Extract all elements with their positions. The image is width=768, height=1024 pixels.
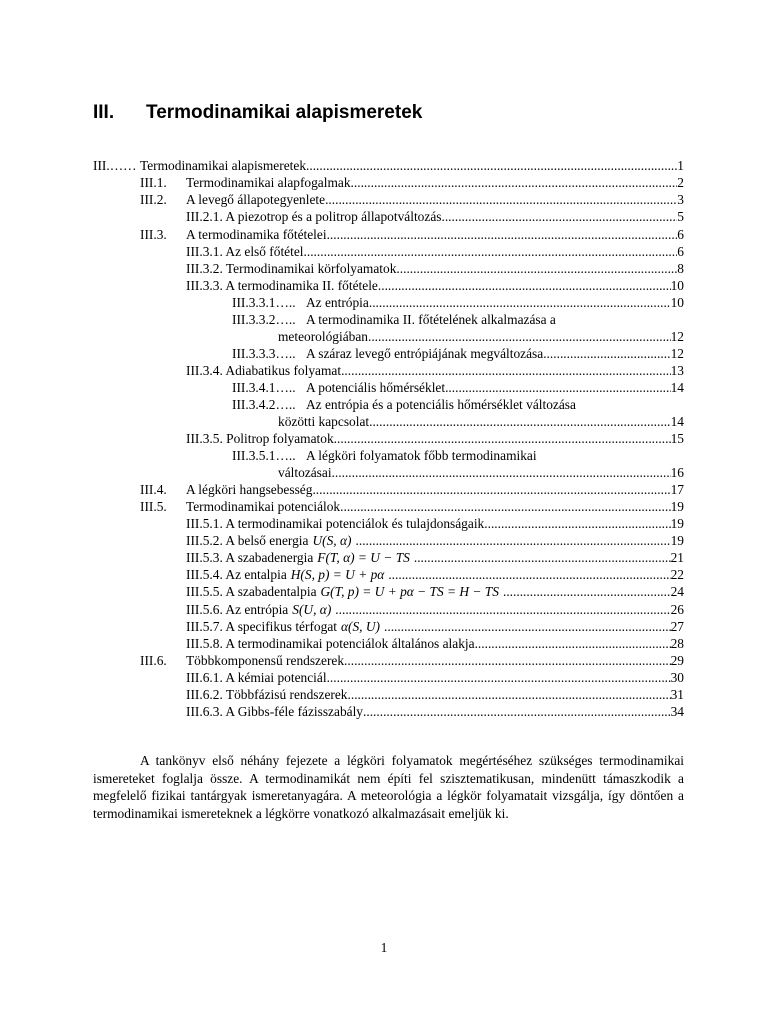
toc-entry bbox=[0, 226, 768, 243]
toc-entry-title: III.3.3. A termodinamika II. főtétele bbox=[186, 278, 378, 293]
toc-entry bbox=[0, 566, 768, 583]
toc-entry bbox=[0, 532, 768, 549]
toc-leader-dots bbox=[445, 379, 671, 396]
toc-entry-formula: S(U, α) bbox=[292, 602, 332, 617]
toc-entry-title: A száraz levegő entrópiájának megváltozása bbox=[306, 346, 544, 361]
toc-entry-number: III.3.4.1….. bbox=[232, 380, 296, 395]
page-number: 1 bbox=[380, 940, 388, 955]
toc-entry-title: Termodinamikai potenciálok bbox=[186, 499, 341, 514]
toc-entry-page: 30 bbox=[670, 670, 684, 685]
toc-entry bbox=[0, 686, 768, 703]
toc-entry bbox=[0, 447, 768, 464]
toc-leader-dots bbox=[348, 686, 671, 703]
toc-leader-dots bbox=[304, 243, 678, 260]
toc-entry-number: III.4. bbox=[140, 482, 167, 497]
toc-entry-title: közötti kapcsolat bbox=[278, 414, 370, 429]
toc-entry bbox=[0, 208, 768, 225]
toc-leader-dots bbox=[363, 703, 671, 720]
intro-paragraph: A tankönyv első néhány fejezete a légköri folyamatok megértéséhez szükséges termodinamikai ismereteket foglalja össze. A termodinamikát nem építi fel szisztematikusan, mindenütt támaszkodik a megfelelő fizikai tantárgyak ismeretanyagára. A meteorológia a légkör folyamatait vizsgálja, így döntően a termodinamikai ismereteknek a légkörre vonatkozó alkalmazásait emeljük ki. bbox=[93, 753, 684, 821]
toc-entry-page: 6 bbox=[677, 227, 684, 242]
toc-entry-page: 26 bbox=[670, 602, 684, 617]
toc-entry-page: 14 bbox=[670, 414, 684, 429]
toc-entry bbox=[0, 345, 768, 362]
toc-leader-dots bbox=[335, 601, 670, 618]
toc-entry-title: III.5.6. Az entrópia bbox=[186, 602, 289, 617]
toc-entry-page: 17 bbox=[670, 482, 684, 497]
toc-entry-title: III.5.4. Az entalpia bbox=[186, 567, 287, 582]
toc-entry-page: 1 bbox=[677, 158, 684, 173]
toc-entry bbox=[0, 174, 768, 191]
toc-entry-page: 15 bbox=[670, 431, 684, 446]
toc-entry bbox=[0, 243, 768, 260]
toc-entry-page: 22 bbox=[670, 567, 684, 582]
toc-entry-title: III.3.1. Az első főtétel bbox=[186, 244, 304, 259]
toc-leader-dots bbox=[484, 515, 670, 532]
toc-entry bbox=[0, 635, 768, 652]
toc-entry-number: III.3. bbox=[140, 227, 167, 242]
toc-leader-dots bbox=[414, 549, 671, 566]
toc-entry-number: III.3.3.2….. bbox=[232, 312, 296, 327]
toc-entry-title: III.5.7. A specifikus térfogat bbox=[186, 619, 337, 634]
toc-entry bbox=[0, 498, 768, 515]
toc-leader-dots bbox=[369, 413, 671, 430]
toc-leader-dots bbox=[396, 260, 677, 277]
toc-entry-title: A termodinamika II. főtételének alkalmazása a bbox=[306, 312, 556, 327]
toc-leader-dots bbox=[351, 174, 678, 191]
toc-entry bbox=[0, 549, 768, 566]
toc-entry-title: III.2.1. A piezotrop és a politrop állapotváltozás bbox=[186, 209, 442, 224]
toc-entry-number: III.5. bbox=[140, 499, 167, 514]
toc-entry-page: 28 bbox=[670, 636, 684, 651]
toc-entry-title: Az entrópia bbox=[306, 295, 369, 310]
toc-entry-page: 24 bbox=[670, 584, 684, 599]
toc-entry bbox=[0, 260, 768, 277]
toc-entry-title: Többkomponensű rendszerek bbox=[186, 653, 345, 668]
toc-leader-dots bbox=[327, 226, 678, 243]
toc-entry-page: 14 bbox=[670, 380, 684, 395]
toc-entry-title: Az entrópia és a potenciális hőmérséklet változása bbox=[306, 397, 576, 412]
toc-entry-page: 3 bbox=[677, 192, 684, 207]
toc-entry-title: III.5.2. A belső energia bbox=[186, 533, 309, 548]
toc-entry bbox=[0, 481, 768, 498]
toc-entry bbox=[0, 379, 768, 396]
toc-entry-page: 10 bbox=[670, 278, 684, 293]
toc-entry-formula: G(T, p) = U + pα − TS = H − TS bbox=[320, 584, 499, 599]
toc-entry-page: 6 bbox=[677, 244, 684, 259]
toc-entry bbox=[0, 669, 768, 686]
toc-entry bbox=[0, 618, 768, 635]
toc-entry-title: III.3.4. Adiabatikus folyamat bbox=[186, 363, 342, 378]
toc-entry-title: III.6.2. Többfázisú rendszerek bbox=[186, 687, 348, 702]
toc-entry-number: III.3.4.2….. bbox=[232, 397, 296, 412]
toc-entry-page: 21 bbox=[670, 550, 684, 565]
toc-leader-dots bbox=[341, 362, 671, 379]
toc-entry bbox=[0, 191, 768, 208]
page-title bbox=[93, 100, 422, 126]
toc-entry bbox=[0, 362, 768, 379]
chapter-number: III. bbox=[93, 102, 115, 123]
toc-entry bbox=[0, 328, 768, 345]
toc-entry-title: Termodinamikai alapismeretek bbox=[140, 158, 307, 173]
toc-entry-page: 19 bbox=[670, 499, 684, 514]
toc-leader-dots bbox=[503, 583, 671, 600]
toc-entry-page: 19 bbox=[670, 516, 684, 531]
toc-leader-dots bbox=[306, 157, 677, 174]
toc-entry-page: 12 bbox=[670, 329, 684, 344]
toc-entry bbox=[0, 601, 768, 618]
toc-entry-page: 12 bbox=[670, 346, 684, 361]
toc-entry-page: 27 bbox=[670, 619, 684, 634]
toc-entry bbox=[0, 703, 768, 720]
toc-leader-dots bbox=[388, 566, 670, 583]
toc-entry-page: 19 bbox=[670, 533, 684, 548]
toc-leader-dots bbox=[384, 618, 671, 635]
toc-leader-dots bbox=[369, 294, 671, 311]
toc-entry-page: 2 bbox=[677, 175, 684, 190]
toc-entry-title: A légköri folyamatok főbb termodinamikai bbox=[306, 448, 537, 463]
toc-entry bbox=[0, 430, 768, 447]
toc-entry-number: III.3.5.1….. bbox=[232, 448, 296, 463]
toc-entry-page: 10 bbox=[670, 295, 684, 310]
toc-entry-formula: F(T, α) = U − TS bbox=[317, 550, 410, 565]
toc-entry-title: III.5.1. A termodinamikai potenciálok és tulajdonságaik bbox=[186, 516, 485, 531]
toc-entry-number: III.2. bbox=[140, 192, 167, 207]
toc-entry-title: III.5.8. A termodinamikai potenciálok általános alakja bbox=[186, 636, 475, 651]
toc-entry-title: A potenciális hőmérséklet bbox=[306, 380, 446, 395]
toc-entry-title: III.3.5. Politrop folyamatok bbox=[186, 431, 334, 446]
toc-entry bbox=[0, 396, 768, 413]
toc-entry-number: III.6. bbox=[140, 653, 167, 668]
toc-entry bbox=[0, 652, 768, 669]
toc-leader-dots bbox=[475, 635, 671, 652]
toc-entry-number: III.3.3.1….. bbox=[232, 295, 296, 310]
toc-leader-dots bbox=[332, 464, 671, 481]
toc-leader-dots bbox=[368, 328, 671, 345]
toc-entry-title: III.6.1. A kémiai potenciál bbox=[186, 670, 327, 685]
toc-entry-page: 13 bbox=[670, 363, 684, 378]
toc-entry-title: A levegő állapotegyenlete bbox=[186, 192, 326, 207]
toc-entry-page: 31 bbox=[670, 687, 684, 702]
toc-entry-page: 34 bbox=[670, 704, 684, 719]
toc-entry-title: III.5.3. A szabadenergia bbox=[186, 550, 314, 565]
toc-leader-dots bbox=[340, 498, 670, 515]
toc-leader-dots bbox=[312, 481, 670, 498]
toc-entry-title: III.3.2. Termodinamikai körfolyamatok bbox=[186, 261, 397, 276]
chapter-title: Termodinamikai alapismeretek bbox=[146, 102, 423, 123]
toc-entry-number: III.1. bbox=[140, 175, 167, 190]
toc-entry bbox=[0, 413, 768, 430]
toc-entry-title: III.5.5. A szabadentalpia bbox=[186, 584, 317, 599]
toc-entry-title: Termodinamikai alapfogalmak bbox=[186, 175, 351, 190]
toc-entry bbox=[0, 277, 768, 294]
toc-leader-dots bbox=[325, 191, 677, 208]
toc-entry-title: A termodinamika főtételei bbox=[186, 227, 327, 242]
toc-entry-page: 16 bbox=[670, 465, 684, 480]
toc-leader-dots bbox=[334, 430, 671, 447]
toc-leader-dots bbox=[356, 532, 671, 549]
toc-entry-page: 29 bbox=[670, 653, 684, 668]
toc-entry-formula: α(S, U) bbox=[340, 619, 380, 634]
toc-leader-dots bbox=[441, 208, 677, 225]
toc-entry bbox=[0, 311, 768, 328]
toc-entry bbox=[0, 464, 768, 481]
toc-leader-dots bbox=[378, 277, 671, 294]
toc-entry bbox=[0, 583, 768, 600]
toc-entry-title: változásai bbox=[278, 465, 332, 480]
toc-entry bbox=[0, 157, 768, 174]
toc-entry-page: 5 bbox=[677, 209, 684, 224]
toc-entry-title: meteorológiában bbox=[278, 329, 368, 344]
toc-leader-dots bbox=[543, 345, 670, 362]
toc-leader-dots bbox=[344, 652, 671, 669]
toc-entry-page: 8 bbox=[677, 261, 684, 276]
toc-entry-number: III.…… bbox=[93, 158, 137, 173]
toc-entry-number: III.3.3.3….. bbox=[232, 346, 296, 361]
toc-entry bbox=[0, 294, 768, 311]
toc-entry-formula: U(S, α) bbox=[312, 533, 352, 548]
toc-entry bbox=[0, 515, 768, 532]
toc-entry-title: A légköri hangsebesség bbox=[186, 482, 313, 497]
toc-entry-title: III.6.3. A Gibbs-féle fázisszabály bbox=[186, 704, 363, 719]
toc-leader-dots bbox=[327, 669, 671, 686]
toc-entry-formula: H(S, p) = U + pα bbox=[290, 567, 385, 582]
